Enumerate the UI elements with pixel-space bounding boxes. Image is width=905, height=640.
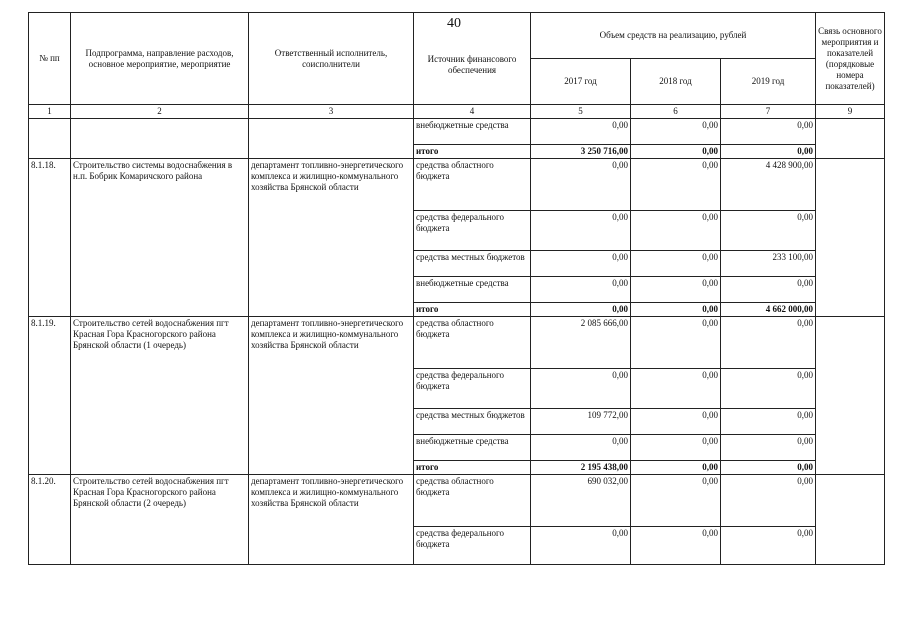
cell-2017: 690 032,00: [531, 475, 631, 527]
cell-2018: 0,00: [631, 317, 721, 369]
cell-2017: 0,00: [531, 527, 631, 565]
cell-2019: 0,00: [721, 461, 816, 475]
col-number: 9: [816, 105, 885, 119]
cell-2019: 0,00: [721, 317, 816, 369]
cell-2017: 0,00: [531, 435, 631, 461]
cell-2019: 4 428 900,00: [721, 159, 816, 211]
cell-no: 8.1.18.: [29, 159, 71, 317]
cell-source: средства федерального бюджета: [414, 211, 531, 251]
col-number: 4: [414, 105, 531, 119]
cell-2019: 0,00: [721, 475, 816, 527]
column-numbers-row: [29, 105, 885, 119]
cell-2017: 0,00: [531, 303, 631, 317]
cell-source: внебюджетные средства: [414, 119, 531, 145]
cell-2018: 0,00: [631, 303, 721, 317]
cell-program: [71, 119, 249, 159]
cell-2019: 0,00: [721, 277, 816, 303]
cell-2018: 0,00: [631, 211, 721, 251]
table-row: [29, 317, 885, 369]
cell-2018: 0,00: [631, 369, 721, 409]
cell-executor: [249, 119, 414, 159]
col-number: 5: [531, 105, 631, 119]
cell-2018: 0,00: [631, 475, 721, 527]
cell-2019: 0,00: [721, 435, 816, 461]
cell-2018: 0,00: [631, 251, 721, 277]
cell-program: Строительство сетей водоснабжения пгт Красная Гора Красногорского района Брянской области (2 очередь): [71, 475, 249, 565]
cell-2018: 0,00: [631, 461, 721, 475]
col-number: 3: [249, 105, 414, 119]
cell-no: 8.1.19.: [29, 317, 71, 475]
cell-2017: 0,00: [531, 369, 631, 409]
cell-2018: 0,00: [631, 409, 721, 435]
cell-link: [816, 119, 885, 159]
cell-2019: 0,00: [721, 409, 816, 435]
table-row: [29, 475, 885, 527]
cell-source: итого: [414, 303, 531, 317]
cell-executor: департамент топливно-энергетического комплекса и жилищно-коммунального хозяйства Брянской области: [249, 475, 414, 565]
cell-2017: 0,00: [531, 119, 631, 145]
cell-link: [816, 317, 885, 475]
cell-no: 8.1.20.: [29, 475, 71, 565]
budget-table: [28, 12, 885, 565]
cell-link: [816, 475, 885, 565]
cell-2019: 0,00: [721, 145, 816, 159]
header-no: № пп: [29, 13, 71, 105]
cell-source: средства местных бюджетов: [414, 251, 531, 277]
header-program: Подпрограмма, направление расходов, основное мероприятие, мероприятие: [71, 13, 249, 105]
cell-2017: 0,00: [531, 251, 631, 277]
cell-program: Строительство системы водоснабжения в н.п. Бобрик Комаричского района: [71, 159, 249, 317]
cell-link: [816, 159, 885, 317]
cell-source: средства местных бюджетов: [414, 409, 531, 435]
header-source: Источник финансового обеспечения: [414, 13, 531, 105]
cell-2018: 0,00: [631, 145, 721, 159]
cell-executor: департамент топливно-энергетического комплекса и жилищно-коммунального хозяйства Брянской области: [249, 159, 414, 317]
cell-source: средства областного бюджета: [414, 475, 531, 527]
cell-source: средства федерального бюджета: [414, 527, 531, 565]
cell-2017: 3 250 716,00: [531, 145, 631, 159]
page-number: 40: [447, 16, 461, 31]
header-2019: 2019 год: [721, 59, 816, 105]
header-2018: 2018 год: [631, 59, 721, 105]
cell-2018: 0,00: [631, 159, 721, 211]
cell-2017: 0,00: [531, 211, 631, 251]
cell-2019: 0,00: [721, 211, 816, 251]
cell-2017: 0,00: [531, 277, 631, 303]
col-number: 7: [721, 105, 816, 119]
cell-no: [29, 119, 71, 159]
cell-2019: 233 100,00: [721, 251, 816, 277]
table-row: [29, 119, 885, 145]
col-number: 1: [29, 105, 71, 119]
cell-2018: 0,00: [631, 119, 721, 145]
cell-source: средства федерального бюджета: [414, 369, 531, 409]
cell-2019: 4 662 000,00: [721, 303, 816, 317]
cell-program: Строительство сетей водоснабжения пгт Красная Гора Красногорского района Брянской области (1 очередь): [71, 317, 249, 475]
cell-source: внебюджетные средства: [414, 277, 531, 303]
cell-source: внебюджетные средства: [414, 435, 531, 461]
table-row: [29, 159, 885, 211]
cell-2018: 0,00: [631, 277, 721, 303]
header-link: Связь основного мероприятия и показателей (порядковые номера показателей): [816, 13, 885, 105]
header-2017: 2017 год: [531, 59, 631, 105]
cell-source: итого: [414, 145, 531, 159]
cell-2018: 0,00: [631, 435, 721, 461]
cell-2017: 0,00: [531, 159, 631, 211]
cell-2018: 0,00: [631, 527, 721, 565]
cell-2019: 0,00: [721, 527, 816, 565]
cell-source: средства областного бюджета: [414, 159, 531, 211]
cell-executor: департамент топливно-энергетического комплекса и жилищно-коммунального хозяйства Брянской области: [249, 317, 414, 475]
cell-2019: 0,00: [721, 369, 816, 409]
cell-2017: 2 195 438,00: [531, 461, 631, 475]
col-number: 2: [71, 105, 249, 119]
cell-source: средства областного бюджета: [414, 317, 531, 369]
header-volume: Объем средств на реализацию, рублей: [531, 13, 816, 59]
cell-source: итого: [414, 461, 531, 475]
header-executor: Ответственный исполнитель, соисполнители: [249, 13, 414, 105]
col-number: 6: [631, 105, 721, 119]
cell-2017: 2 085 666,00: [531, 317, 631, 369]
cell-2019: 0,00: [721, 119, 816, 145]
cell-2017: 109 772,00: [531, 409, 631, 435]
